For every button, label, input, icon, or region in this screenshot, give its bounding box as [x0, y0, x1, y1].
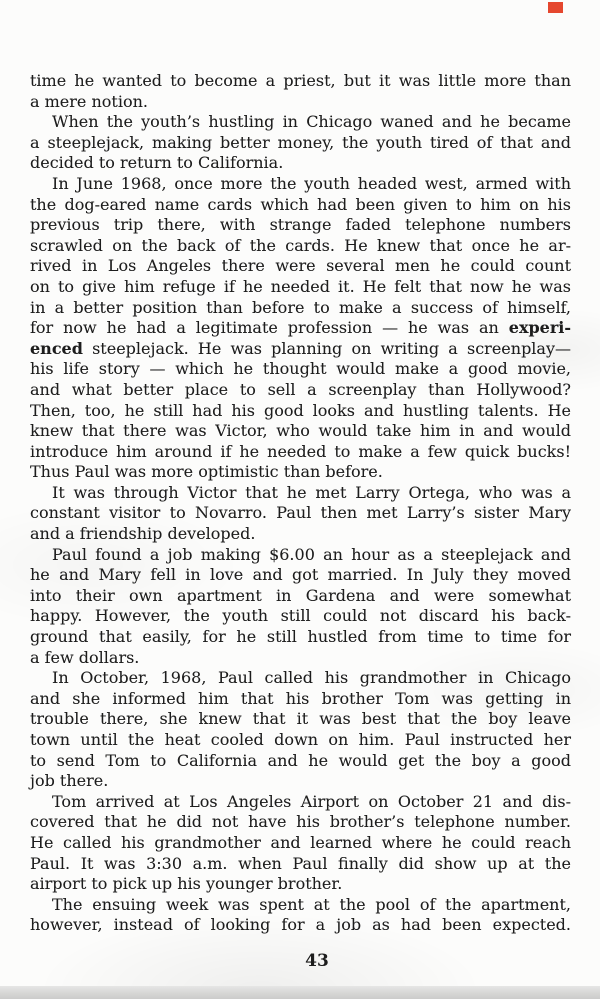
text-line: to send Tom to California and he would get the boy a good [30, 750, 571, 770]
paragraph [30, 112, 571, 174]
red-mark [548, 2, 563, 13]
text-line: trouble there, she knew that it was best that the boy leave [30, 709, 571, 729]
text-line: knew that there was Victor, who would take him in and would [30, 421, 571, 441]
page-number: 43 [305, 951, 329, 971]
text-line: When the youth’s hustling in Chicago waned and he became [52, 112, 571, 132]
text-line: on to give him refuge if he needed it. He felt that now he was [30, 276, 571, 296]
paragraph [30, 483, 571, 545]
paragraph [30, 895, 571, 936]
text-line: however, instead of looking for a job as had been expected. [30, 915, 571, 935]
text-line: and she informed him that his brother Tom was getting in [30, 688, 571, 708]
paragraph [30, 174, 571, 483]
body-text [30, 71, 571, 936]
text-line: Paul found a job making $6.00 an hour as a steeplejack and [52, 544, 571, 564]
text-line: he and Mary fell in love and got married. In July they moved [30, 565, 571, 585]
text-line: Thus Paul was more optimistic than before. [30, 462, 383, 482]
text-line: Tom arrived at Los Angeles Airport on October 21 and dis- [52, 791, 571, 811]
text-line: previous trip there, with strange faded telephone numbers [30, 215, 571, 235]
text-line: happy. However, the youth still could not discard his back- [30, 606, 571, 626]
text-line: rived in Los Angeles there were several men he could count [30, 256, 571, 276]
text-line: constant visitor to Novarro. Paul then met Larry’s sister Mary [30, 503, 571, 523]
text-line: into their own apartment in Gardena and were somewhat [30, 585, 571, 605]
text-line: and a friendship developed. [30, 524, 256, 544]
paragraph [30, 71, 571, 112]
text-line: a steeplejack, making better money, the youth tired of that and [30, 132, 571, 152]
text-line: enced steeplejack. He was planning on writing a screenplay— [30, 338, 571, 358]
text-line: and what better place to sell a screenplay than Hollywood? [30, 379, 571, 399]
text-line: the dog-eared name cards which had been given to him on his [30, 194, 571, 214]
text-line: for now he had a legitimate profession — he was an experi- [30, 318, 571, 338]
paragraph [30, 545, 571, 669]
scan-edge [0, 986, 600, 999]
text-line: In October, 1968, Paul called his grandmother in Chicago [52, 668, 571, 688]
text-line: He called his grandmother and learned where he could reach [30, 832, 571, 852]
text-line: scrawled on the back of the cards. He knew that once he ar- [30, 235, 571, 255]
text-line: Then, too, he still had his good looks and hustling talents. He [30, 400, 571, 420]
text-line: introduce him around if he needed to make a few quick bucks! [30, 441, 571, 461]
text-line: a mere notion. [30, 91, 148, 111]
text-line: town until the heat cooled down on him. Paul instructed her [30, 730, 571, 749]
text-line: his life story — which he thought would make a good movie, [30, 359, 571, 379]
paragraph [30, 792, 571, 895]
text-line: The ensuing week was spent at the pool of the apartment, [52, 894, 571, 914]
text-line: covered that he did not have his brother’s telephone number. [30, 812, 571, 832]
text-line: decided to return to California. [30, 153, 284, 173]
text-line: It was through Victor that he met Larry Ortega, who was a [52, 482, 571, 502]
text-line: in a better position than before to make a success of himself, [30, 297, 571, 317]
text-line: a few dollars. [30, 647, 140, 667]
text-line: ground that easily, for he still hustled from time to time for [30, 627, 571, 647]
text-line: Paul. It was 3:30 a.m. when Paul finally did show up at the [30, 853, 571, 873]
text-line: time he wanted to become a priest, but it was little more than [30, 71, 571, 90]
text-line: job there. [30, 771, 109, 791]
paragraph [30, 668, 571, 792]
text-line: airport to pick up his younger brother. [30, 874, 343, 894]
text-line: In June 1968, once more the youth headed west, armed with [52, 173, 571, 193]
